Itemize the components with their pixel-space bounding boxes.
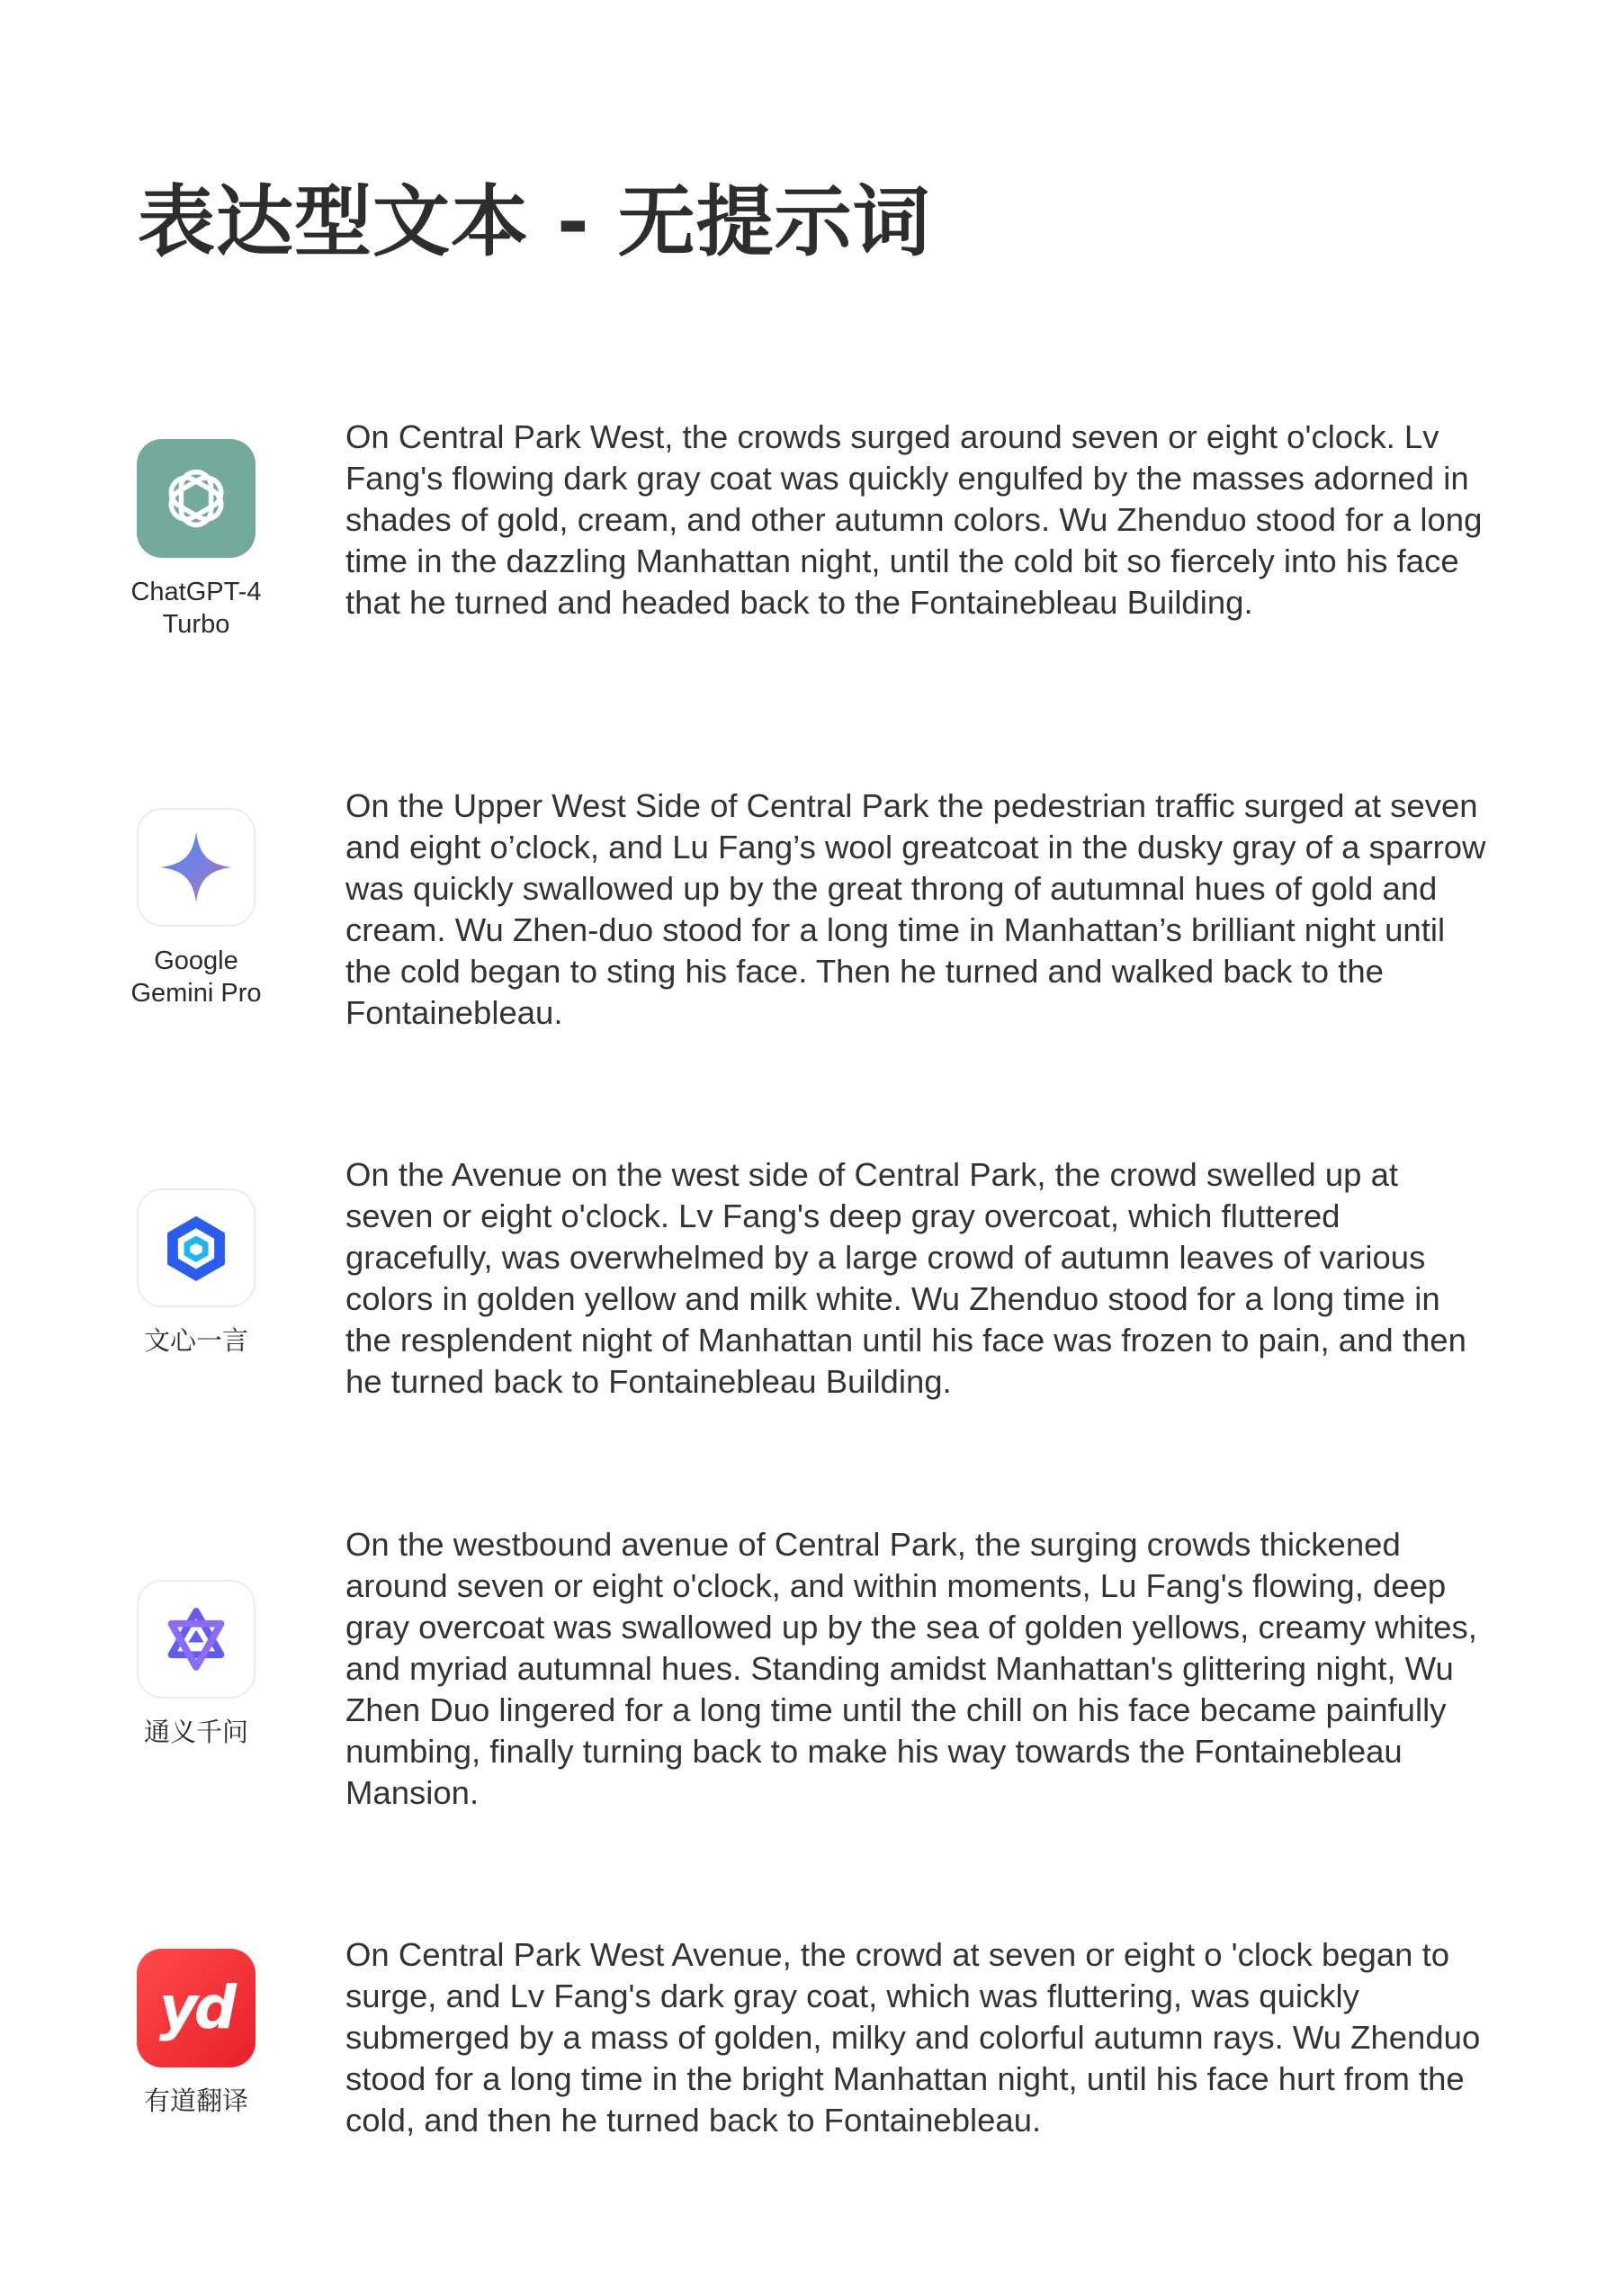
app-label-gemini [122, 808, 270, 1009]
translation-text: On Central Park West, the crowds surged around seven or eight o'clock. Lv Fang's flowing dark gray coat was quickly engulfed by the masses adorned in shades of gold, cream, and other autumn colors. Wu Zhenduo stood for a long time in the dazzling Manhattan night, until the cold bit so fiercely into his face that he turned and headed back to the Fontainebleau Building. [345, 418, 1483, 621]
translation-text: On the Avenue on the west side of Central Park, the crowd swelled up at seven or eight o'clock. Lv Fang's deep gray overcoat, which fluttered gracefully, was overwhelmed by a large crowd of autumn leaves of various colors in golden yellow and milk white. Wu Zhenduo stood for a long time in the resplendent night of Manhattan until his face was frozen to pain, and then he turned back to Fontainebleau Building. [345, 1156, 1466, 1400]
app-name: ChatGPT-4 Turbo [130, 578, 262, 639]
ernie-bot-logo-icon [137, 1188, 256, 1307]
translation-text: On Central Park West Avenue, the crowd at seven or eight o 'clock began to surge, and Lv Fang's dark gray coat, which was fluttering, was quickly submerged by a mass of golden, milky and colorful autumn rays. Wu Zhenduo stood for a long time in the bright Manhattan night, until his face hurt from the cold, and then he turned back to Fontainebleau. [345, 1936, 1481, 2139]
youdao-logo-text: yd [158, 1973, 234, 2042]
gemini-sparkle-icon [137, 808, 256, 927]
app-name: 通义千问 [143, 1718, 248, 1747]
page-title: 表达型文本 - 无提示词 [138, 177, 931, 267]
chatgpt-logo-icon [137, 439, 256, 558]
app-label-ernie [122, 1188, 270, 1358]
youdao-yd-logo-icon [137, 1949, 256, 2067]
tongyi-qianwen-logo-icon [137, 1580, 256, 1699]
translation-text: On the westbound avenue of Central Park, the surging crowds thickened around seven or eight o'clock, and within moments, Lu Fang's flowing, deep gray overcoat was swallowed up by the sea of golden yellows, creamy whites, and myriad autumnal hues. Standing amidst Manhattan's glittering night, Wu Zhen Duo lingered for a long time until the chill on his face became painfully numbing, finally turning back to make his way towards the Fontainebleau Mansion. [345, 1526, 1477, 1811]
app-name: Google Gemini Pro [130, 946, 262, 1008]
app-label-tongyi [122, 1580, 270, 1749]
app-name: 有道翻译 [143, 2087, 248, 2116]
app-label-youdao [122, 1949, 270, 2118]
translation-text: On the Upper West Side of Central Park the pedestrian traffic surged at seven and eight o’clock, and Lu Fang’s wool greatcoat in the dusky gray of a sparrow was quickly swallowed up by the great throng of autumnal hues of gold and cream. Wu Zhen-duo stood for a long time in Manhattan’s brilliant night until the cold began to sting his face. Then he turned and walked back to the Fontainebleau. [345, 787, 1486, 1031]
app-name: 文心一言 [143, 1327, 248, 1356]
app-label-chatgpt [122, 439, 270, 641]
